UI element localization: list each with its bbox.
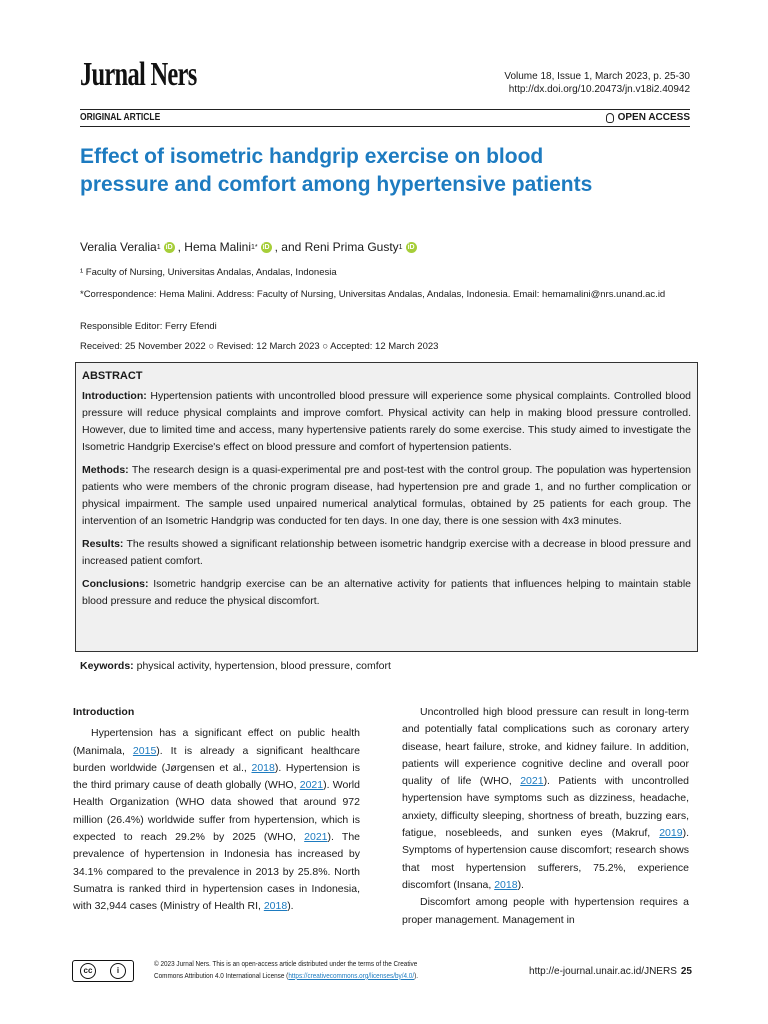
cc-icon: cc [80,963,96,979]
author-list [80,240,420,254]
volume-line: Volume 18, Issue 1, March 2023, p. 25-30 [504,71,690,82]
body-paragraph [402,704,689,894]
body-text: ). The prevalence of hypertension in Indonesia has increased by 34.1% compared to the prevalence in 2013 by 25.8%. North Sumatra is ranked third in hypertension cases in Indonesia, with 32,944 cases (Ministry of Health RI, [73,831,361,913]
methods-label: Methods: [82,464,129,476]
intro-label: Introduction: [82,390,147,402]
intro-text: Hypertension patients with uncontrolled blood pressure will experience some physical complaints. Controlled blood pressure will reduce physical complaints and improve comfort. Physical activity can help in making blood pressure controlled. However, due to limited time and access, many hypertensive patients rarely do some exercise. This study aimed to investigate the Isometric Handgrip Exercise's effect on blood pressure and comfort of hypertension patients. [82,390,691,453]
body-text: ). [287,900,294,913]
header-rule-top [80,109,690,110]
affiliation: ¹ Faculty of Nursing, Universitas Andalas, Andalas, Indonesia [80,267,337,278]
article-type: ORIGINAL ARTICLE [80,112,161,123]
body-column-left [73,704,360,916]
responsible-editor: Responsible Editor: Ferry Efendi [80,321,217,332]
attribution-icon: i [110,963,126,979]
article-dates: Received: 25 November 2022 ○ Revised: 12 March 2023 ○ Accepted: 12 March 2023 [80,341,439,352]
abstract-results [82,536,691,570]
orcid-icon[interactable]: iD [262,243,270,251]
orcid-icon[interactable]: iD [407,243,415,251]
article-title: Effect of isometric handgrip exercise on blood pressure and comfort among hypertensive patients [80,145,593,196]
keywords-text: physical activity, hypertension, blood pressure, comfort [136,660,391,672]
citation-year-link[interactable]: 2019 [659,827,683,840]
body-text: Uncontrolled high blood pressure can result in long-term and potentially fatal complications such as coronary artery disease, heart failure, stroke, and kidney failure. In addition, patients will experience cognitive decline and overall poor quality of life (WHO, [402,706,689,788]
author-affiliation-mark: 1 [156,243,161,251]
journal-logo: Jurnal Ners [80,56,197,93]
body-text: Hypertension has a significant effect on public health (Manimala, [73,727,360,757]
cc-by-license-icon[interactable] [72,960,134,982]
author-affiliation-mark: 1 [398,243,403,251]
body-text: ). World Health Organization (WHO data showed that around 972 million (26.4%) worldwide suffer from hypertension, which is expected to reach 29.2% by 2025 (WHO, [73,779,360,844]
abstract-box [75,362,698,652]
journal-url-link[interactable]: http://e-journal.unair.ac.id/JNERS [529,966,677,977]
abstract-heading: ABSTRACT [82,370,143,382]
author-name: Reni Prima Gusty [304,240,399,254]
citation-year-link[interactable]: 2018 [263,900,288,913]
license-post: ). [414,971,419,980]
header-rule-bottom [80,126,690,127]
citation-year-link[interactable]: 2015 [132,744,157,757]
open-access-label: OPEN ACCESS [617,112,690,123]
doi-link[interactable]: http://dx.doi.org/10.20473/jn.v18i2.40942 [508,84,690,95]
body-paragraph: Discomfort among people with hypertension requires a proper management. Management in [402,896,689,926]
author-separator: , [177,240,185,254]
citation-year-link[interactable]: 2018 [494,878,518,891]
keywords-label: Keywords: [80,660,134,672]
license-link[interactable]: https://creativecommons.org/licenses/by/4.0/ [288,971,415,980]
journal-url [529,966,692,977]
body-text: ). Hypertension is the third primary cause of death globally (WHO, [73,761,360,792]
body-text: ). [517,878,524,891]
citation-year-link[interactable]: 2018 [251,761,275,774]
citation-year-link[interactable]: 2021 [299,779,324,792]
body-paragraph [73,725,360,915]
page-number: 25 [680,966,692,977]
results-label: Results: [82,538,124,550]
license-text [154,958,435,982]
correspondence: *Correspondence: Hema Malini. Address: Faculty of Nursing, Universitas Andalas, Andalas, Indonesia. Email: hemamalini@nrs.unand.ac.id [80,289,666,300]
author-name: Veralia Veralia [80,240,157,254]
section-heading-introduction: Introduction [73,706,135,718]
methods-text: The research design is a quasi-experimental pre and post-test with the control group. The population was hypertension patients who were members of the chronic program disease, had hypertension pre and grade 1, and no further complication or physical impairment. The sample used unpaired numerical analytical formulas, obtained by 25 patients for each group. The intervention of an Isometric Handgrip was conducted for ten days. In one day, there is one session with 4x3 minutes. [82,464,691,527]
citation-year-link[interactable]: 2021 [304,831,328,844]
body-text: ). Symptoms of hypertension cause discomfort; research shows that most hypertension sufferers, 75.2%, experience discomfort (Insana, [402,827,689,891]
author-separator: , and [274,240,305,254]
citation-year-link[interactable]: 2021 [520,775,544,788]
license-pre: © 2023 Jurnal Ners. This is an open-access article distributed under the terms of the Creative Commons Attribution 4.0 International License ( [154,959,418,980]
keywords [80,660,391,672]
open-access-icon [606,113,614,123]
author-affiliation-mark: 1* [250,243,258,251]
author-name: Hema Malini [184,240,251,254]
open-access-badge [606,112,690,123]
abstract-methods [82,462,691,530]
orcid-icon[interactable]: iD [165,243,173,251]
conclusions-text: Isometric handgrip exercise can be an alternative activity for patients that influences helping to maintain stable blood pressure and reduce the physical discomfort. [82,578,691,607]
abstract-introduction [82,388,691,456]
abstract-conclusions [82,576,691,610]
conclusions-label: Conclusions: [82,578,149,590]
body-column-right [402,704,689,929]
body-text: ). It is already a significant healthcare burden worldwide (Jørgensen et al., [73,744,360,774]
volume-info [504,70,690,96]
page-footer [72,958,692,988]
body-text: ). Patients with uncontrolled hypertension have symptoms such as dizziness, headache, anxiety, difficulty sleeping, shortness of breath, buzzing ears, fatigue, nosebleeds, and sunken eyes (Makruf, [402,775,689,840]
results-text: The results showed a significant relationship between isometric handgrip exercise with a decrease in blood pressure and increased patient comfort. [82,538,691,567]
